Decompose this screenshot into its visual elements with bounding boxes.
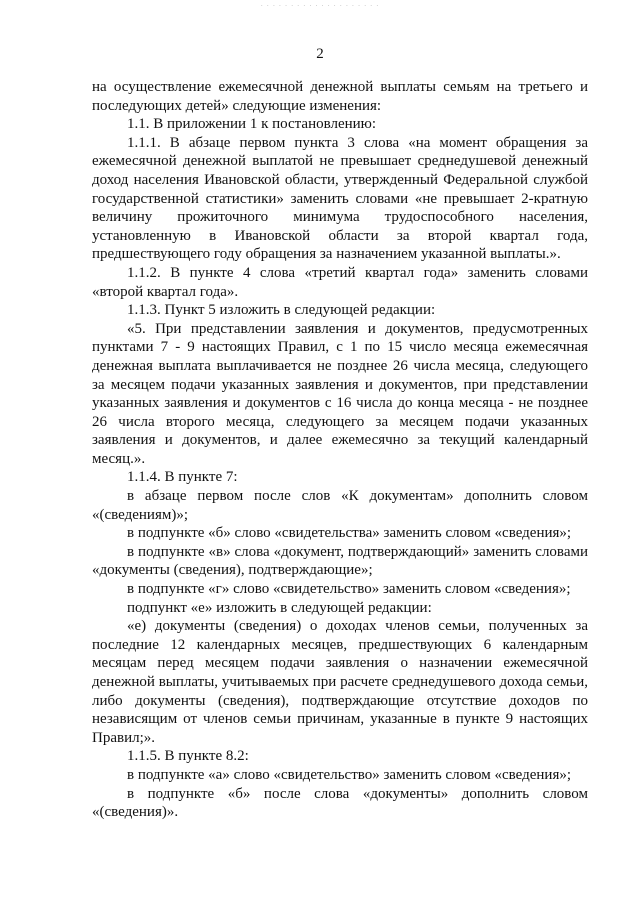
paragraph: в абзаце первом после слов «К документам» дополнить словом «(сведениям)»; [92,488,588,523]
header-scan-noise: · · · · · · · · · · · · · · · · · · · · [260,2,380,10]
document-body [92,78,588,822]
page-number: 2 [316,46,324,62]
paragraph: 1.1.4. В пункте 7: [127,469,238,486]
paragraph: в подпункте «в» слова «документ, подтверждающий» заменить словами «документы (сведения), подтверждающие»; [92,543,588,579]
paragraph: «е) документы (сведения) о доходах членов семьи, полученных за последние 12 календарных месяцев, предшествующих 6 календарным месяцам перед месяцем подачи заявления о назначении ежемесячной денежной выплаты, учитываемых при расчете среднедушевого дохода семьи, либо документы (сведения), подтверждающие отсутствие доходов по независящим от членов семьи причинам, указанные в пункте 9 настоящих Правил;». [92,618,588,746]
paragraph: подпункт «е» изложить в следующей редакции: [127,599,432,616]
paragraph: в подпункте «б» слово «свидетельства» заменить словом «сведения»; [127,525,572,542]
paragraph: в подпункте «а» слово «свидетельство» заменить словом «сведения»; [127,766,572,783]
paragraph: 1.1. В приложении 1 к постановлению: [127,116,377,133]
paragraph: 1.1.1. В абзаце первом пункта 3 слова «на момент обращения за ежемесячной денежной выплатой не превышает среднедушевой денежный доход населения Ивановской области, утвержденный Федеральной службой государственной статистики» заменить словами «не превышает 2-кратную величину прожиточного минимума трудоспособного населения, установленную в Ивановской области за второй квартал года, предшествующего году обращения за назначением указанной выплаты.». [92,134,588,263]
paragraph: в подпункте «г» слово «свидетельство» заменить словом «сведения»; [127,581,571,598]
paragraph: 1.1.5. В пункте 8.2: [127,748,249,765]
paragraph: на осуществление ежемесячной денежной выплаты семьям на третьего и последующих детей» следующие изменения: [92,79,588,114]
paragraph: «5. При представлении заявления и документов, предусмотренных пунктами 7 - 9 настоящих Правил, с 1 по 15 число месяца ежемесячная денежная выплата выплачивается не позднее 26 числа месяца, следующего за месяцем подачи указанных заявления и документов, при представлении указанных заявления и документов с 16 числа до конца месяца - не позднее 26 числа второго месяца, следующего за месяцем подачи указанных заявления и документов, и далее ежемесячно за текущий календарный месяц.». [92,320,588,467]
paragraph: 1.1.3. Пункт 5 изложить в следующей редакции: [127,302,436,319]
paragraph: в подпункте «б» после слова «документы» дополнить словом «(сведения)». [92,785,588,821]
paragraph: 1.1.2. В пункте 4 слова «третий квартал года» заменить словами «второй квартал года». [92,264,588,300]
